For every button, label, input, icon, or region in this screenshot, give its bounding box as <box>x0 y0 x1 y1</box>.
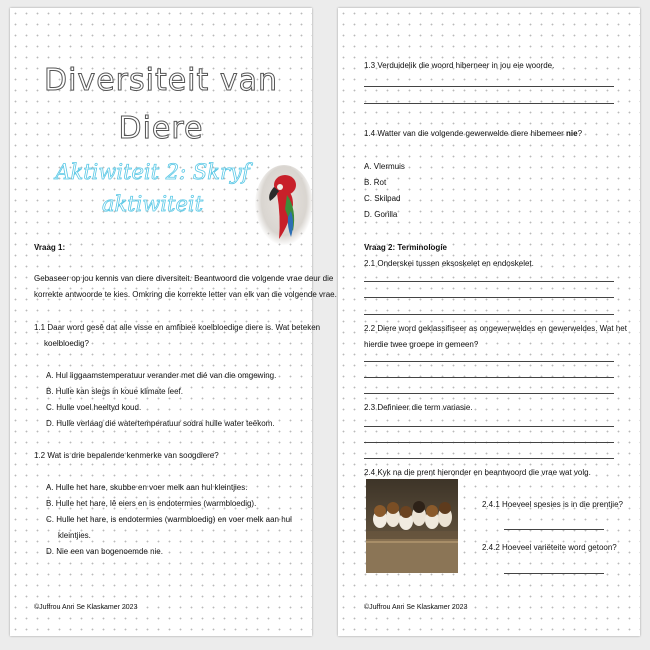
answer-line[interactable] <box>364 314 614 315</box>
activity-subtitle-line1: Aktiwiteit 2: Skryf <box>55 160 250 184</box>
answer-line[interactable] <box>364 103 614 104</box>
copyright-footer: ©Juffrou Anri Se Klaskamer 2023 <box>34 604 138 611</box>
answer-line[interactable] <box>364 361 614 362</box>
answer-line[interactable] <box>364 458 614 459</box>
worksheet-title-line2: Diere <box>118 111 204 146</box>
question-2-4-1: 2.4.1 Hoeveel spesies is in die prentjie? <box>482 500 623 509</box>
question-2-1: 2.1 Onderskei tussen eksoskelet en endoskelet. <box>364 259 534 268</box>
option-1-4-a[interactable]: A. Vlermuis <box>364 162 405 171</box>
option-1-1-b[interactable]: B. Hulle kan slegs in koue klimate leef. <box>46 387 183 396</box>
option-1-4-d[interactable]: D. Gorilla <box>364 210 398 219</box>
question-2-2-line2: hierdie twee groepe in gemeen? <box>364 340 479 349</box>
option-1-1-c[interactable]: C. Hulle voel heeltyd koud. <box>46 403 142 412</box>
answer-line[interactable] <box>364 86 614 87</box>
intro-text-line2: korrekte antwoorde te kies. Omkring die korrekte letter van elk van die volgende vrae. <box>34 290 337 299</box>
option-1-2-d[interactable]: D. Nie een van bogenoemde nie. <box>46 547 163 556</box>
option-1-1-d[interactable]: D. Hulle verlaag die watertemperatuur sodra hulle water teëkom. <box>46 419 275 428</box>
option-1-4-c[interactable]: C. Skilpad <box>364 194 401 203</box>
worksheet-page-right <box>338 8 640 636</box>
option-1-2-c[interactable]: C. Hulle het hare, is endotermies (warmbloedig) en voer melk aan hul <box>46 515 292 524</box>
worksheet-page-left <box>10 8 337 636</box>
answer-line[interactable] <box>364 426 614 427</box>
option-1-4-b[interactable]: B. Rot <box>364 178 387 187</box>
question2-heading: Vraag 2: Terminologie <box>364 243 447 252</box>
worksheet-title-line1: Diversiteit van <box>44 63 278 98</box>
question1-heading: Vraag 1: <box>34 243 66 252</box>
answer-line[interactable] <box>364 442 614 443</box>
option-1-1-a[interactable]: A. Hul liggaamstemperatuur verander met dié van die omgewing. <box>46 371 277 380</box>
question-1-2: 1.2 Wat is drie bepalende kenmerke van soogdiere? <box>34 451 219 460</box>
question-2-3: 2.3 Definieer die term variasie. <box>364 403 473 412</box>
question-1-3: 1.3 Verduidelik die woord hiberneer in jou eie woorde. <box>364 61 555 70</box>
question-1-1-line2: koelbloedig? <box>44 339 89 348</box>
question-1-1-line1: 1.1 Daar word gesê dat alle visse en amfibieë koelbloedige diere is. Wat beteken <box>34 323 321 332</box>
answer-line[interactable] <box>504 573 604 574</box>
intro-text-line1: Gebaseer op jou kennis van diere diversiteit. Beantwoord die volgende vrae deur die <box>34 274 334 283</box>
activity-subtitle-line2: aktiwiteit <box>101 192 204 216</box>
answer-line[interactable] <box>364 393 614 394</box>
option-1-2-b[interactable]: B. Hulle het hare, lê eiers en is endotermies (warmbloedig). <box>46 499 257 508</box>
question-2-2-line1: 2.2 Diere word geklassifiseer as ongewerweldes en gewerweldes. Wat het <box>364 324 627 333</box>
answer-line[interactable] <box>364 377 614 378</box>
option-1-2-a[interactable]: A. Hulle het hare, skubbe en voer melk aan hul kleintjies. <box>46 483 248 492</box>
question-2-4-2: 2.4.2 Hoeveel variëteite word getoon? <box>482 543 617 552</box>
answer-line[interactable] <box>364 281 614 282</box>
option-1-2-c-continued: kleintjies. <box>58 531 91 540</box>
parrot-photo <box>255 165 313 245</box>
answer-line[interactable] <box>504 529 604 530</box>
copyright-footer: ©Juffrou Anri Se Klaskamer 2023 <box>364 604 468 611</box>
answer-line[interactable] <box>364 297 614 298</box>
question-2-4: 2.4 Kyk na die prent hieronder en beantwoord die vrae wat volg. <box>364 468 591 477</box>
beagle-dogs-photo <box>366 479 458 573</box>
question-1-4: 1.4 Watter van die volgende gewerwelde diere hibemeer nie? <box>364 129 583 138</box>
